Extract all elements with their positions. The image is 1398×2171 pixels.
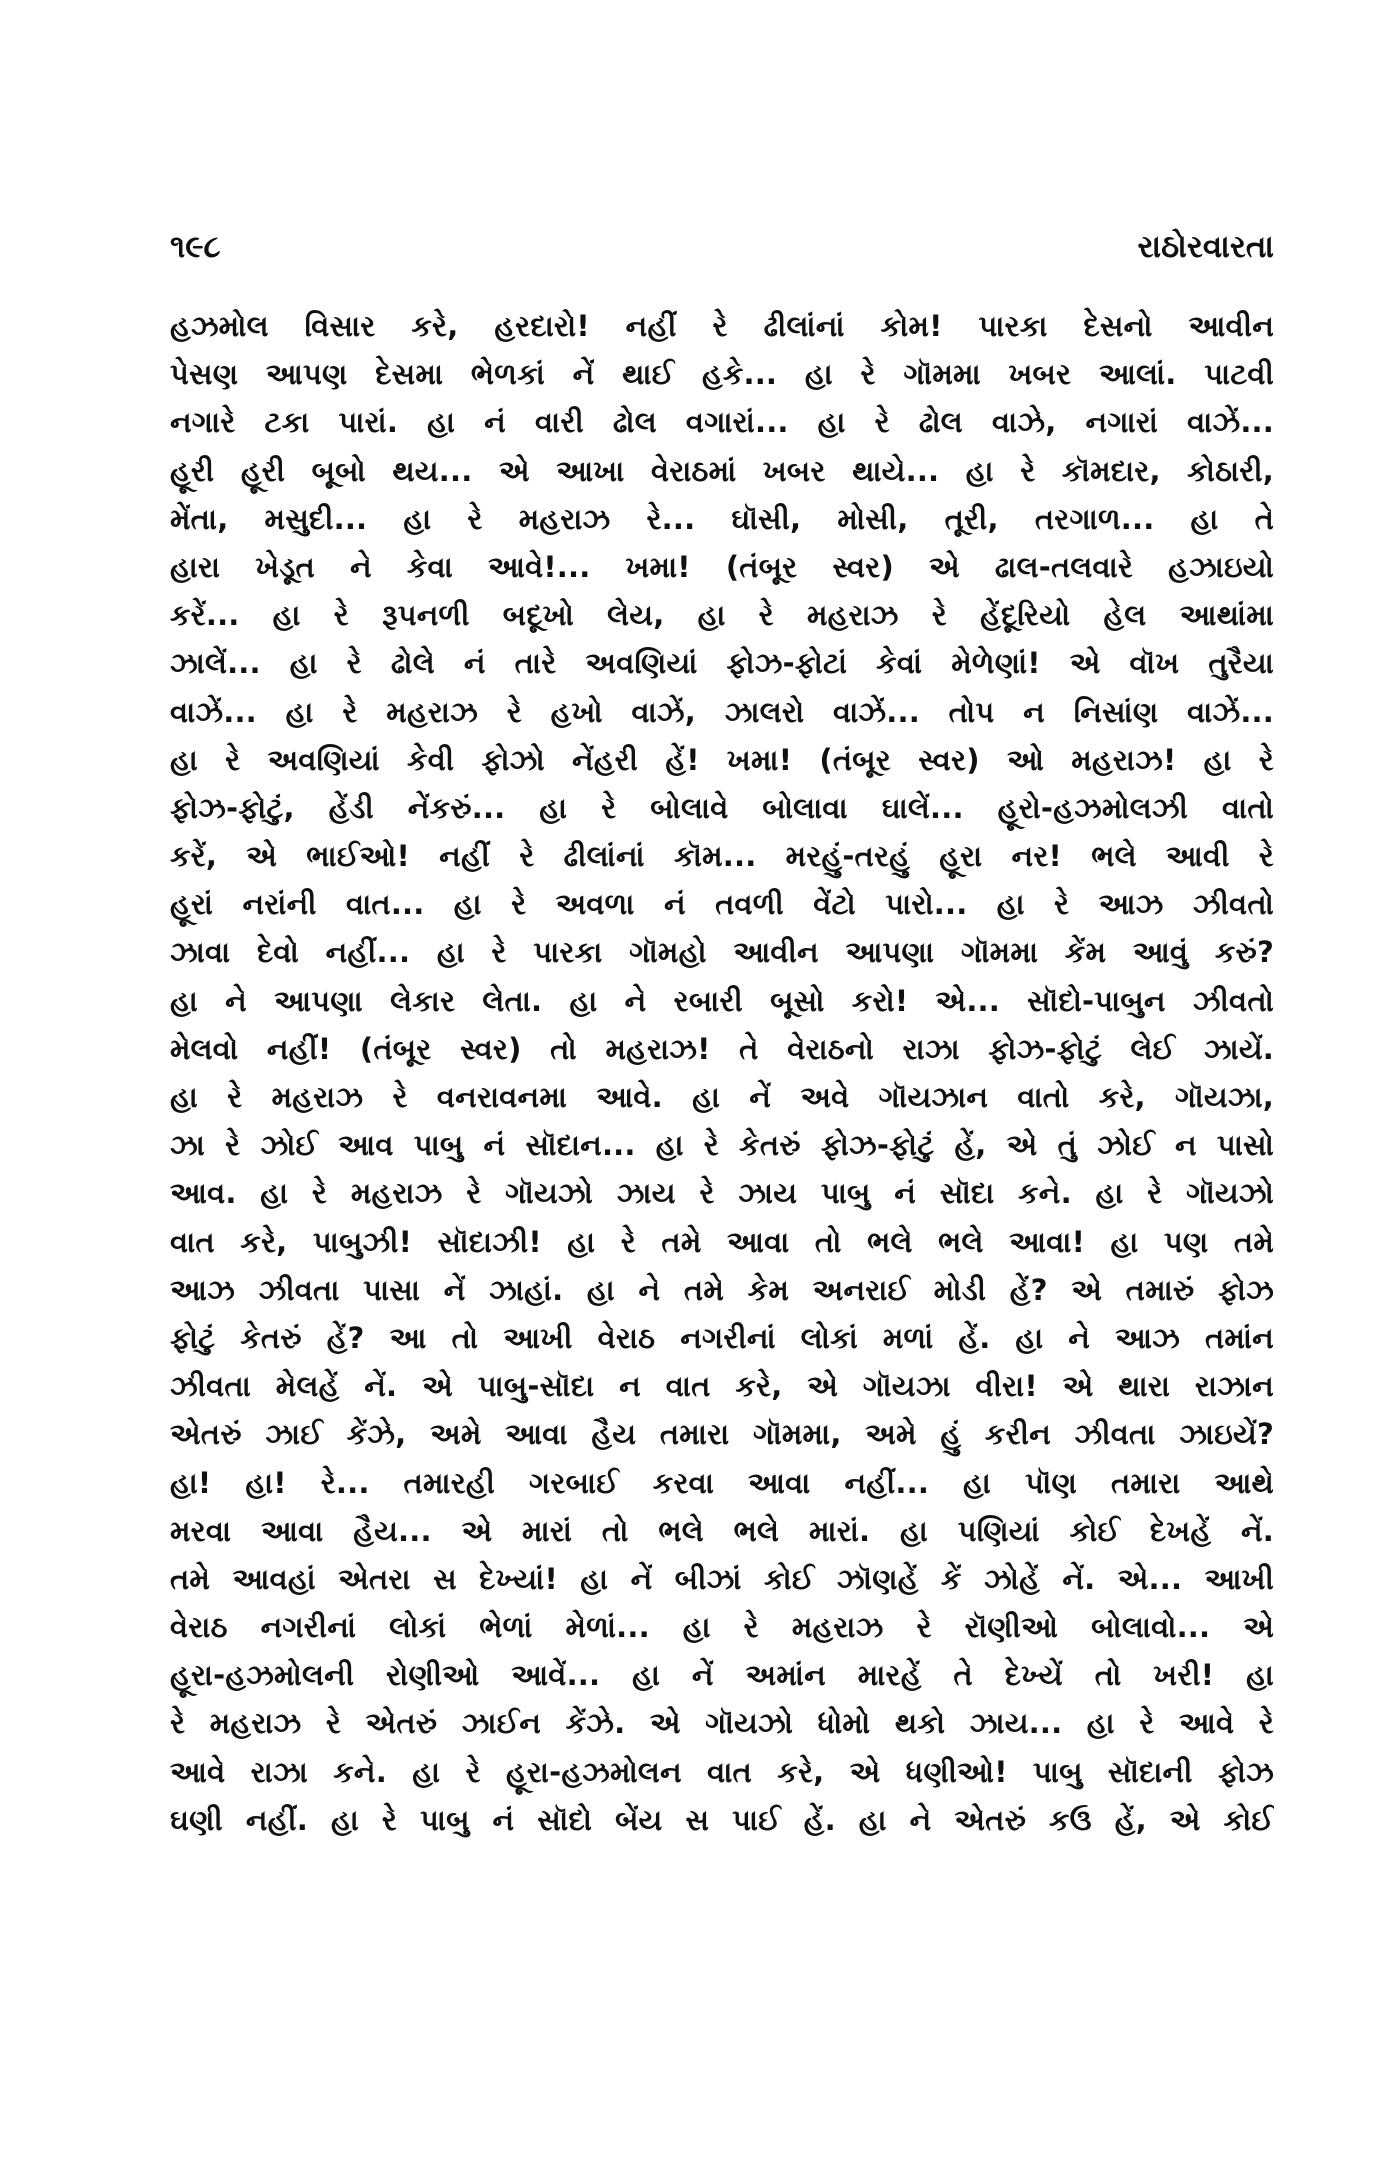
text-line: વાત કરે, પાબુઝી! સૉદાઝી! હા રે તમે આવા તો ભલે ભલે આવા! હા પણ તમે xyxy=(170,1224,1274,1259)
text-line: ઝા રે ઝોઈ આવ પાબુ નં સૉદાન... હા રે કેતરું ફોઝ-ફોટું હેં, એ તું ઝોઈ ન પાસો xyxy=(170,1128,1274,1163)
text-line: હારા ખેડૂત ને કેવા આવે!... ખમા! (તંબૂર સ્વર) એ ઢાલ-તલવારે હઝાઇયો xyxy=(170,549,1274,584)
text-line: કરેં, એ ભાઈઓ! નહીં રે ઢીલાંનાં કૉમ... મરહું-તરહું હૂરા નર! ભલે આવી રે xyxy=(170,839,1274,874)
text-line: હા! હા! રે... તમારહી ગરબાઈ કરવા આવા નહીં... હા પૉણ તમારા આથે xyxy=(170,1465,1274,1500)
text-line: પેસણ આપણ દેસમા ભેળકાં નેં થાઈ હકે... હા રે ગૉમમા ખબર આલાં. પાટવી xyxy=(170,357,1274,392)
text-line: વાઝેં... હા રે મહરાઝ રે હખો વાઝેં, ઝાલરો વાઝેં... તોપ ન નિસાંણ વાઝેં... xyxy=(170,694,1274,729)
text-line: આઝ ઝીવતા પાસા નેં ઝાહાં. હા ને તમે કેમ અનરાઈ મોડી હેં? એ તમારું ફોઝ xyxy=(170,1272,1274,1307)
text-line: ઝાવા દેવો નહીં... હા રે પારકા ગૉમહો આવીન આપણા ગૉમમા કેંમ આવું કરું? xyxy=(170,935,1274,970)
text-line: મેલવો નહીં! (તંબૂર સ્વર) તો મહરાઝ! તે વેરાઠનો રાઝા ફોઝ-ફોટું લેઈ ઝાયેં. xyxy=(170,1031,1274,1066)
text-line: ઝીવતા મેલહેં નેં. એ પાબુ-સૉદા ન વાત કરે, એ ગૉયઝા વીરા! એ થારા રાઝાન xyxy=(170,1369,1274,1404)
text-line: આવે રાઝા કને. હા રે હૂરા-હઝમોલન વાત કરે, એ ધણીઓ! પાબુ સૉદાની ફોઝ xyxy=(170,1754,1274,1789)
text-line: હૂરાં નરાંની વાત... હા રે અવળા નં તવળી વેંટો પારો... હા રે આઝ ઝીવતો xyxy=(170,887,1274,922)
text-line: કરેં... હા રે રૂપનળી બદૂખો લેય, હા રે મહરાઝ રે હેંદૂરિયો હેલ આથાંમા xyxy=(170,598,1274,633)
text-line: ફોટું કેતરું હેં? આ તો આખી વેરાઠ નગરીનાં લોકાં મળાં હેં. હા ને આઝ તમાંન xyxy=(170,1320,1274,1355)
text-line: મરવા આવા હૈય... એ મારાં તો ભલે ભલે મારાં. હા પણિયાં કોઈ દેખહેં નેં. xyxy=(170,1513,1274,1548)
page-number: ૧૯૮ xyxy=(170,229,221,265)
text-line: આવ. હા રે મહરાઝ રે ગૉયઝો ઝાય રે ઝાય પાબુ નં સૉદા કને. હા રે ગૉયઝો xyxy=(170,1176,1274,1211)
text-line: હા રે મહરાઝ રે વનરાવનમા આવે. હા નેં અવે ગૉયઝાન વાતો કરે, ગૉયઝા, xyxy=(170,1080,1274,1114)
text-line: હૂરા-હઝમોલની રોણીઓ આવેં... હા નેં અમાંન મારહેં તે દેખ્યેં તો ખરી! હા xyxy=(170,1658,1274,1693)
text-line: તમે આવહાં એતરા સ દેખ્યાં! હા નેં બીઝાં કોઈ ઝૉણહેં કેં ઝોહેં નેં. એ... આખી xyxy=(170,1561,1274,1596)
text-line: હઝમોલ વિસાર કરે, હરદારો! નહીં રે ઢીલાંનાં કોમ! પારકા દેસનો આવીન xyxy=(170,309,1274,343)
body-text xyxy=(170,302,1274,1844)
text-line: ઘણી નહીં. હા રે પાબુ નં સૉદો બેંય સ પાઈ હેં. હા ને એતરું કઉ હેં, એ કોઈ xyxy=(170,1802,1274,1837)
text-line: રે મહરાઝ રે એતરું ઝાઈન કેંઝે. એ ગૉયઝો ધોમો થકો ઝાય... હા રે આવે રે xyxy=(170,1706,1274,1741)
text-line: હા ને આપણા લેકાર લેતા. હા ને રબારી બૂસો કરો! એ... સૉદો-પાબુન ઝીવતો xyxy=(170,983,1274,1018)
text-line: ઝાલેં... હા રે ઢોલે નં તારે અવણિયાં ફોઝ-ફોટાં કેવાં મેળેણાં! એ વૉખ તુરૈયા xyxy=(170,646,1274,681)
text-line: હા રે અવણિયાં કેવી ફોઝો નેંહરી હેં! ખમા! (તંબૂર સ્વર) ઓ મહરાઝ! હા રે xyxy=(170,742,1274,777)
text-line: ફોઝ-ફોટું, હેંડી નેંકરું... હા રે બોલાવે બોલાવા ઘાલેં... હૂરો-હઝમોલઝી વાતો xyxy=(170,790,1274,825)
page-header xyxy=(170,222,1274,272)
text-line: વેરાઠ નગરીનાં લોકાં ભેળાં મેળાં... હા રે મહરાઝ રે રૉણીઓ બોલાવો... એ xyxy=(170,1610,1274,1645)
text-line: હૂરી હૂરી બૂબો થય... એ આખા વેરાઠમાં ખબર થાયે... હા રે કૉમદાર, કોઠારી, xyxy=(170,453,1274,488)
text-line: એતરું ઝાઈ કેંઝે, અમે આવા હૈય તમારા ગૉમમા, અમે હું કરીન ઝીવતા ઝાઇયેં? xyxy=(170,1417,1274,1452)
running-title: રાઠોરવારતા xyxy=(1137,229,1274,265)
text-line: નગારે ટકા પારાં. હા નં વારી ઢોલ વગારાં... હા રે ઢોલ વાઝે, નગારાં વાઝેં... xyxy=(170,405,1274,440)
text-line: મેંતા, મસુદી... હા રે મહરાઝ રે... ઘૉસી, મોસી, તૂરી, તરગાળ... હા તે xyxy=(170,501,1274,536)
